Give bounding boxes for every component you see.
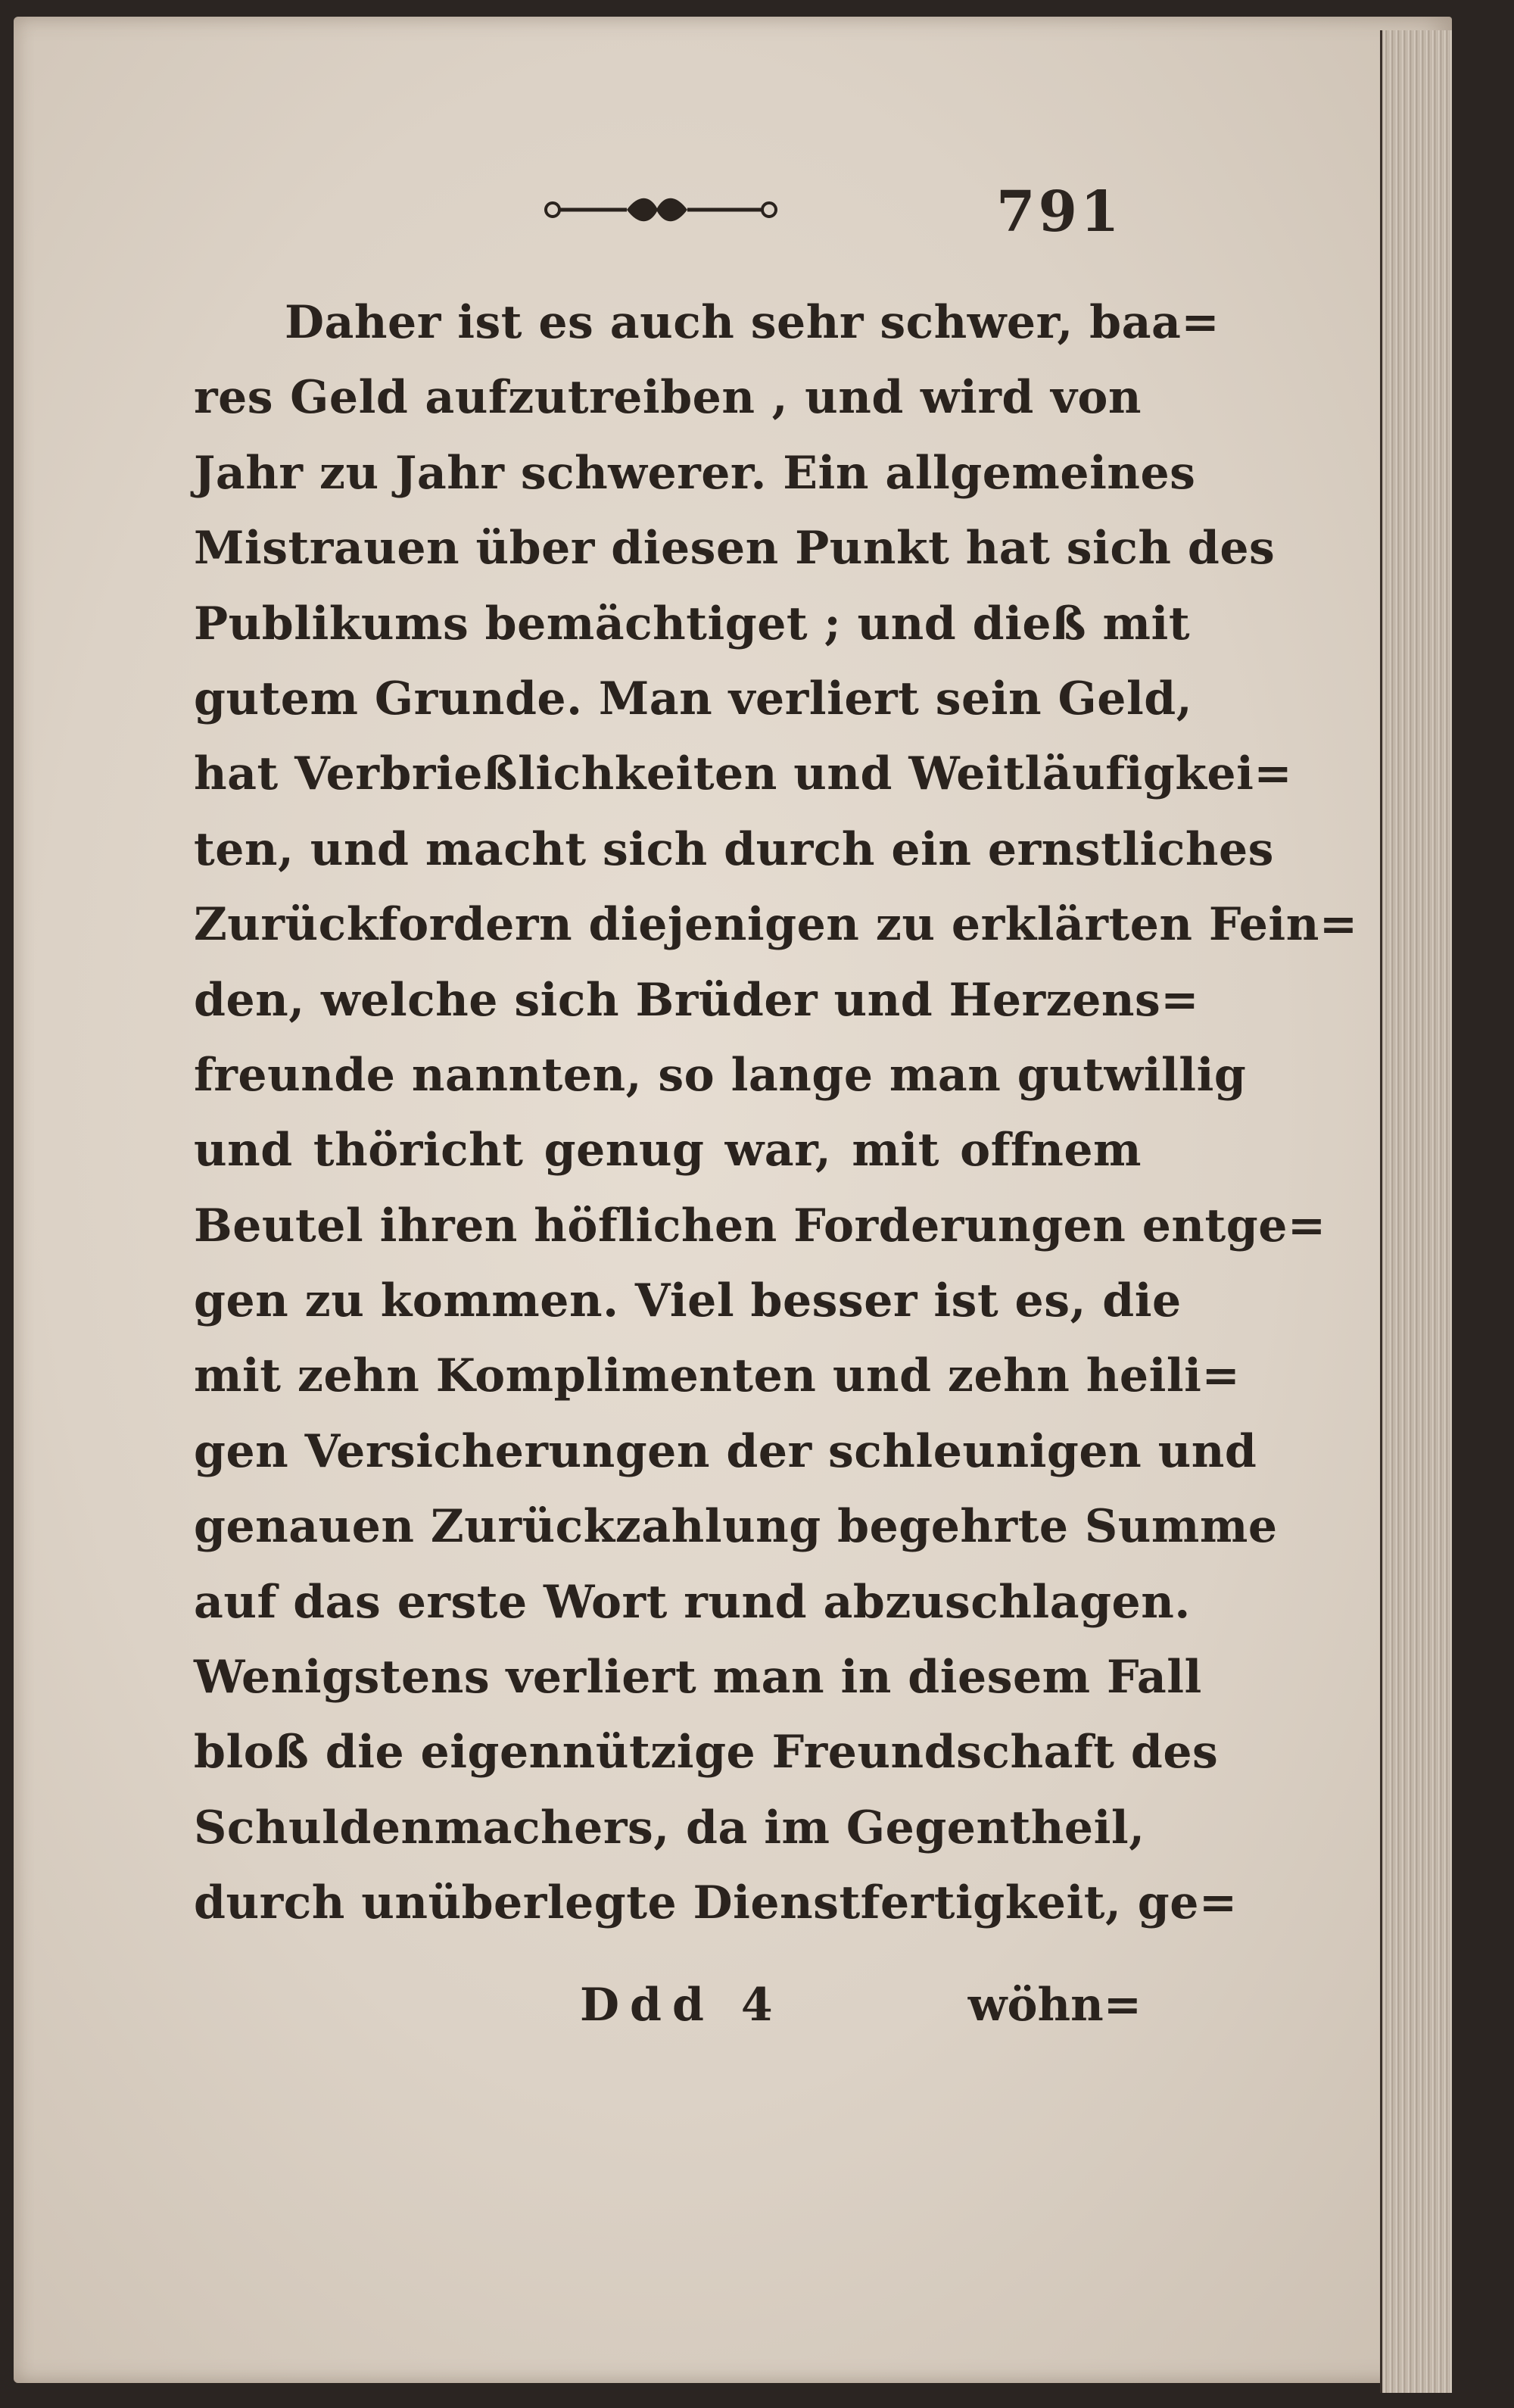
text-line: und thöricht genug war, mit offnem [194, 1124, 1142, 1177]
text-line: Daher ist es auch sehr schwer, baa= [285, 296, 1220, 349]
text-line: durch unüberlegte Dienstfertigkeit, ge= [194, 1876, 1238, 1930]
page-edges [1380, 30, 1452, 2393]
page-number: 791 [996, 179, 1123, 245]
text-line: genauen Zurückzahlung begehrte Summe [194, 1500, 1278, 1554]
text-line: res Geld aufzutreiben , und wird von [194, 371, 1142, 425]
text-line: gutem Grunde. Man verliert sein Geld, [194, 672, 1193, 725]
text-line: mit zehn Komplimenten und zehn heili= [194, 1349, 1241, 1403]
text-line: Mistrauen über diesen Punkt hat sich des [194, 522, 1276, 575]
text-line: hat Verbrießlichkeiten und Weitläufigkei= [194, 747, 1293, 801]
text-line: Beutel ihren höflichen Forderungen entge= [194, 1199, 1326, 1252]
text-line: freunde nannten, so lange man gutwillig [194, 1048, 1247, 1102]
text-line: Jahr zu Jahr schwerer. Ein allgemeines [194, 446, 1196, 500]
body-text [194, 285, 1358, 1942]
text-line: Schuldenmachers, da im Gegentheil, [194, 1801, 1145, 1854]
ornament-divider [544, 187, 778, 232]
text-line: ten, und macht sich durch ein ernstliches [194, 822, 1274, 876]
text-line: bloß die eigennützige Freundschaft des [194, 1726, 1219, 1779]
page-footer [194, 1973, 1142, 2041]
text-line: gen zu kommen. Viel besser ist es, die [194, 1274, 1182, 1328]
text-line: gen Versicherungen der schleunigen und [194, 1424, 1257, 1478]
text-line: Publikums bemächtiget ; und dieß mit [194, 597, 1191, 650]
text-line: auf das erste Wort rund abzuschlagen. [194, 1575, 1191, 1629]
text-line: Wenigstens verliert man in diesem Fall [194, 1651, 1202, 1705]
paper-page [14, 17, 1452, 2383]
text-line: den, welche sich Brüder und Herzens= [194, 973, 1200, 1027]
text-line: Zurückfordern diejenigen zu erklärten Fein= [194, 898, 1358, 952]
catchword: wöhn= [967, 1979, 1142, 2032]
signature-mark: Ddd 4 [580, 1979, 783, 2032]
